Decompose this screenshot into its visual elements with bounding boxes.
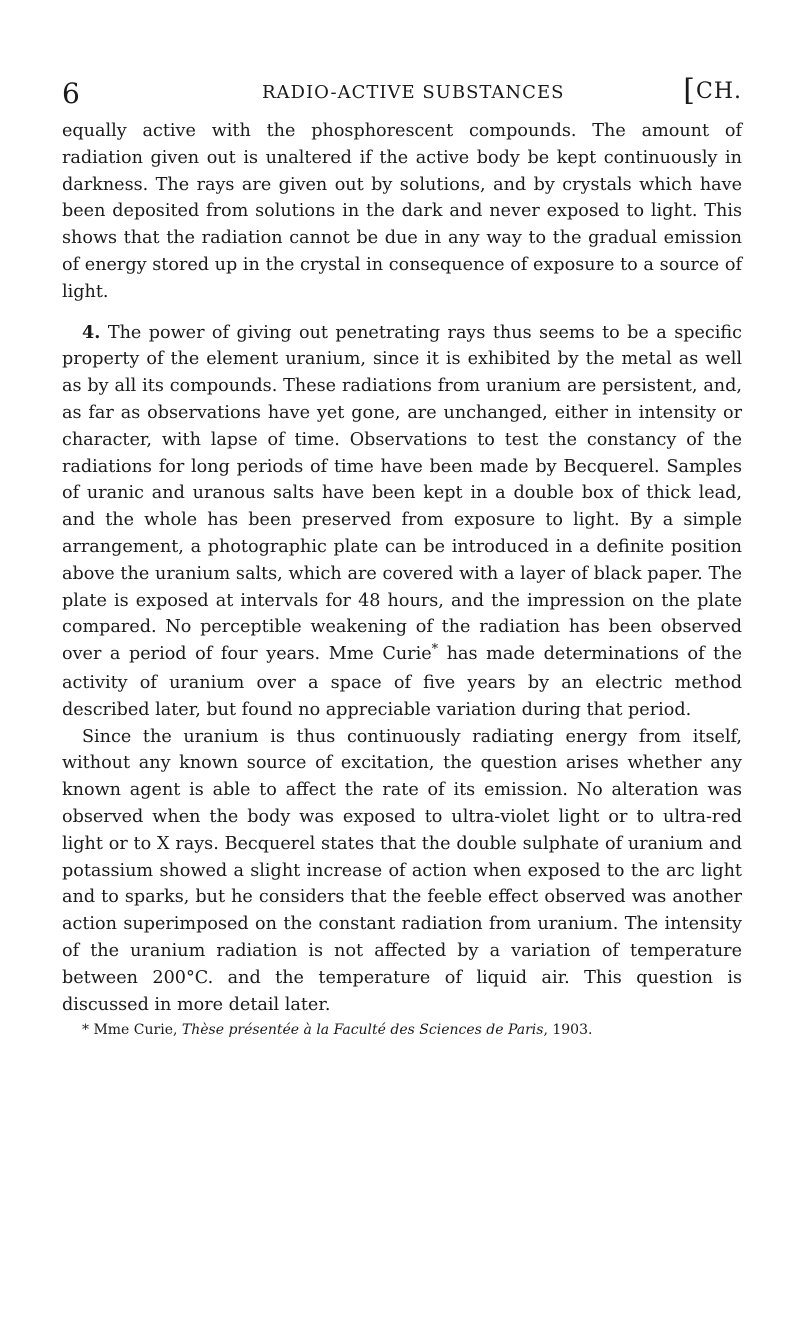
body-text (62, 118, 742, 1018)
footnote-prefix: * Mme Curie, (82, 1022, 182, 1039)
footnote-reference: * (431, 642, 439, 658)
footnote (62, 1020, 742, 1040)
paragraph-3: Since the uranium is thus continuously radiating energy from itself, without any known source of excitation, the question arises whether any known agent is able to affect the rate of its emission. No alteration was observed when the body was exposed to ultra-violet light or to ultra-red light or to X rays. Becquerel states that the double sulphate of uranium and potassium showed a slight increase of action when exposed to the arc light and to sparks, but he considers that the feeble effect observed was another action superimposed on the constant radiation from uranium. The intensity of the uranium radiation is not affected by a variation of temperature between 200°C. and the temperature of liquid air. This question is discussed in more detail later. (62, 726, 742, 1015)
chapter-reference (683, 73, 742, 108)
chapter-abbreviation: CH. (695, 79, 742, 104)
section-number: 4. (82, 321, 101, 343)
page-number: 6 (62, 77, 80, 110)
footnote-suffix: , 1903. (543, 1022, 593, 1039)
running-title: RADIO-ACTIVE SUBSTANCES (262, 82, 565, 103)
paragraph-1: equally active with the phosphorescent compounds. The amount of radiation given out is unaltered if the active body be kept continuously in darkness. The rays are given out by solutions, and by crystals which have been deposited from solutions in the dark and never exposed to light. This shows that the radiation cannot be due in any way to the gradual emission of energy stored up in the crystal in consequence of exposure to a source of light. (62, 121, 742, 302)
page-header (62, 72, 742, 112)
paragraph-2-text: The power of giving out penetrating rays thus seems to be a specific property of the element uranium, since it is exhibited by the metal as well as by all its compounds. These radiations from uranium are persistent, and, as far as observations have yet gone, are unchanged, either in intensity or character, with lapse of time. Observations to test the constancy of the radiations for long periods of time have been made by Becquerel. Samples of uranic and uranous salts have been kept in a double box of thick lead, and the whole has been preserved from exposure to light. By a simple arrangement, a photographic plate can be introduced in a definite position above the uranium salts, which are covered with a layer of black paper. The plate is exposed at intervals for 48 hours, and the impression on the plate compared. No perceptible weakening of the radiation has been observed over a period of four years. Mme Curie (62, 322, 742, 665)
paragraph-2-continuation: has made determinations of the activity of uranium over a space of five years by an electric method described later, but found no appreciable variation during that period. (62, 644, 742, 720)
footnote-title: Thèse présentée à la Faculté des Sciences de Paris (181, 1022, 544, 1039)
paragraph-section-4 (62, 320, 742, 724)
chapter-bracket: [ (683, 73, 696, 108)
